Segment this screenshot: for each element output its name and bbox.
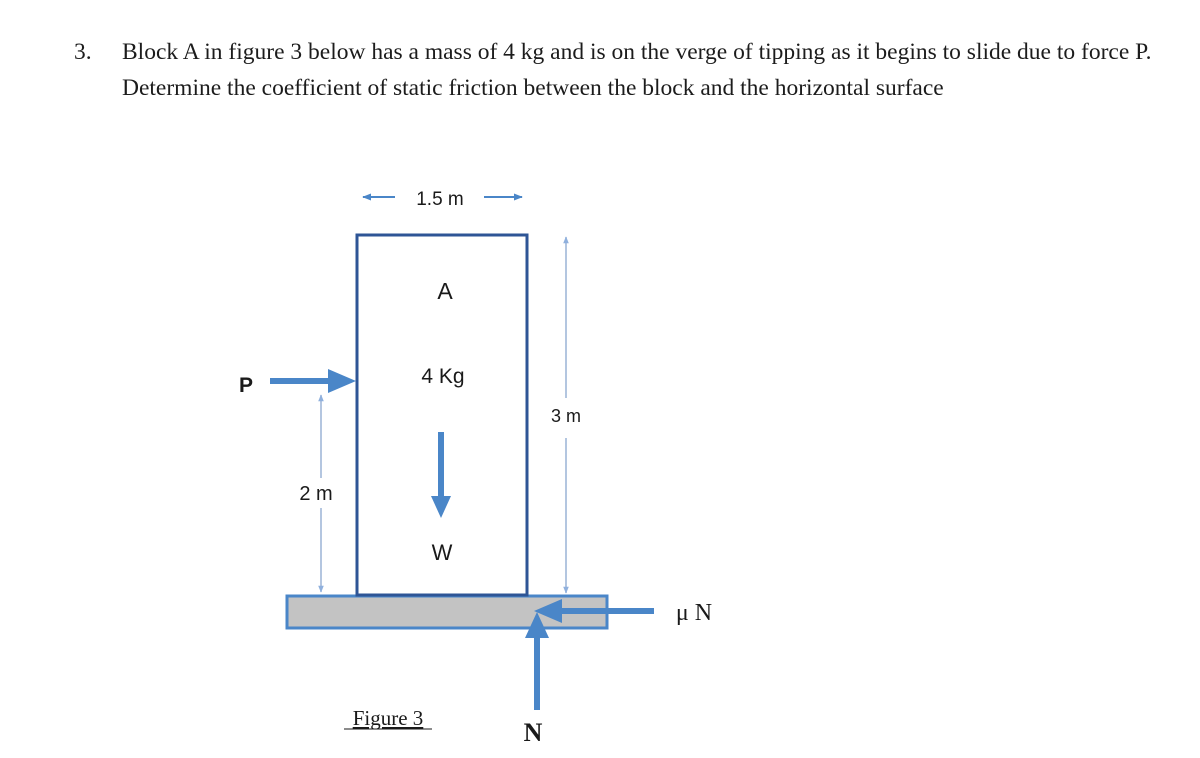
figure-caption: Figure 3 — [352, 706, 424, 730]
friction-label: μ N — [675, 600, 713, 626]
force-height-label: 2 m — [299, 483, 333, 505]
mass-label: 4 Kg — [421, 365, 465, 388]
block-name-label: A — [437, 278, 453, 304]
problem-text: Block A in figure 3 below has a mass of 4 kg and is on the verge of tipping as it begins to slide due to force P. Determine the coefficient of static friction between the block and the horizontal surface — [122, 39, 1152, 101]
width-label: 1.5 m — [416, 189, 464, 210]
force-label: P — [238, 374, 254, 397]
weight-label: W — [431, 540, 453, 565]
height-label: 3 m — [550, 406, 582, 426]
force-p-arrow — [270, 369, 356, 393]
normal-label: N — [523, 718, 543, 747]
problem-number: 3. — [74, 39, 92, 65]
